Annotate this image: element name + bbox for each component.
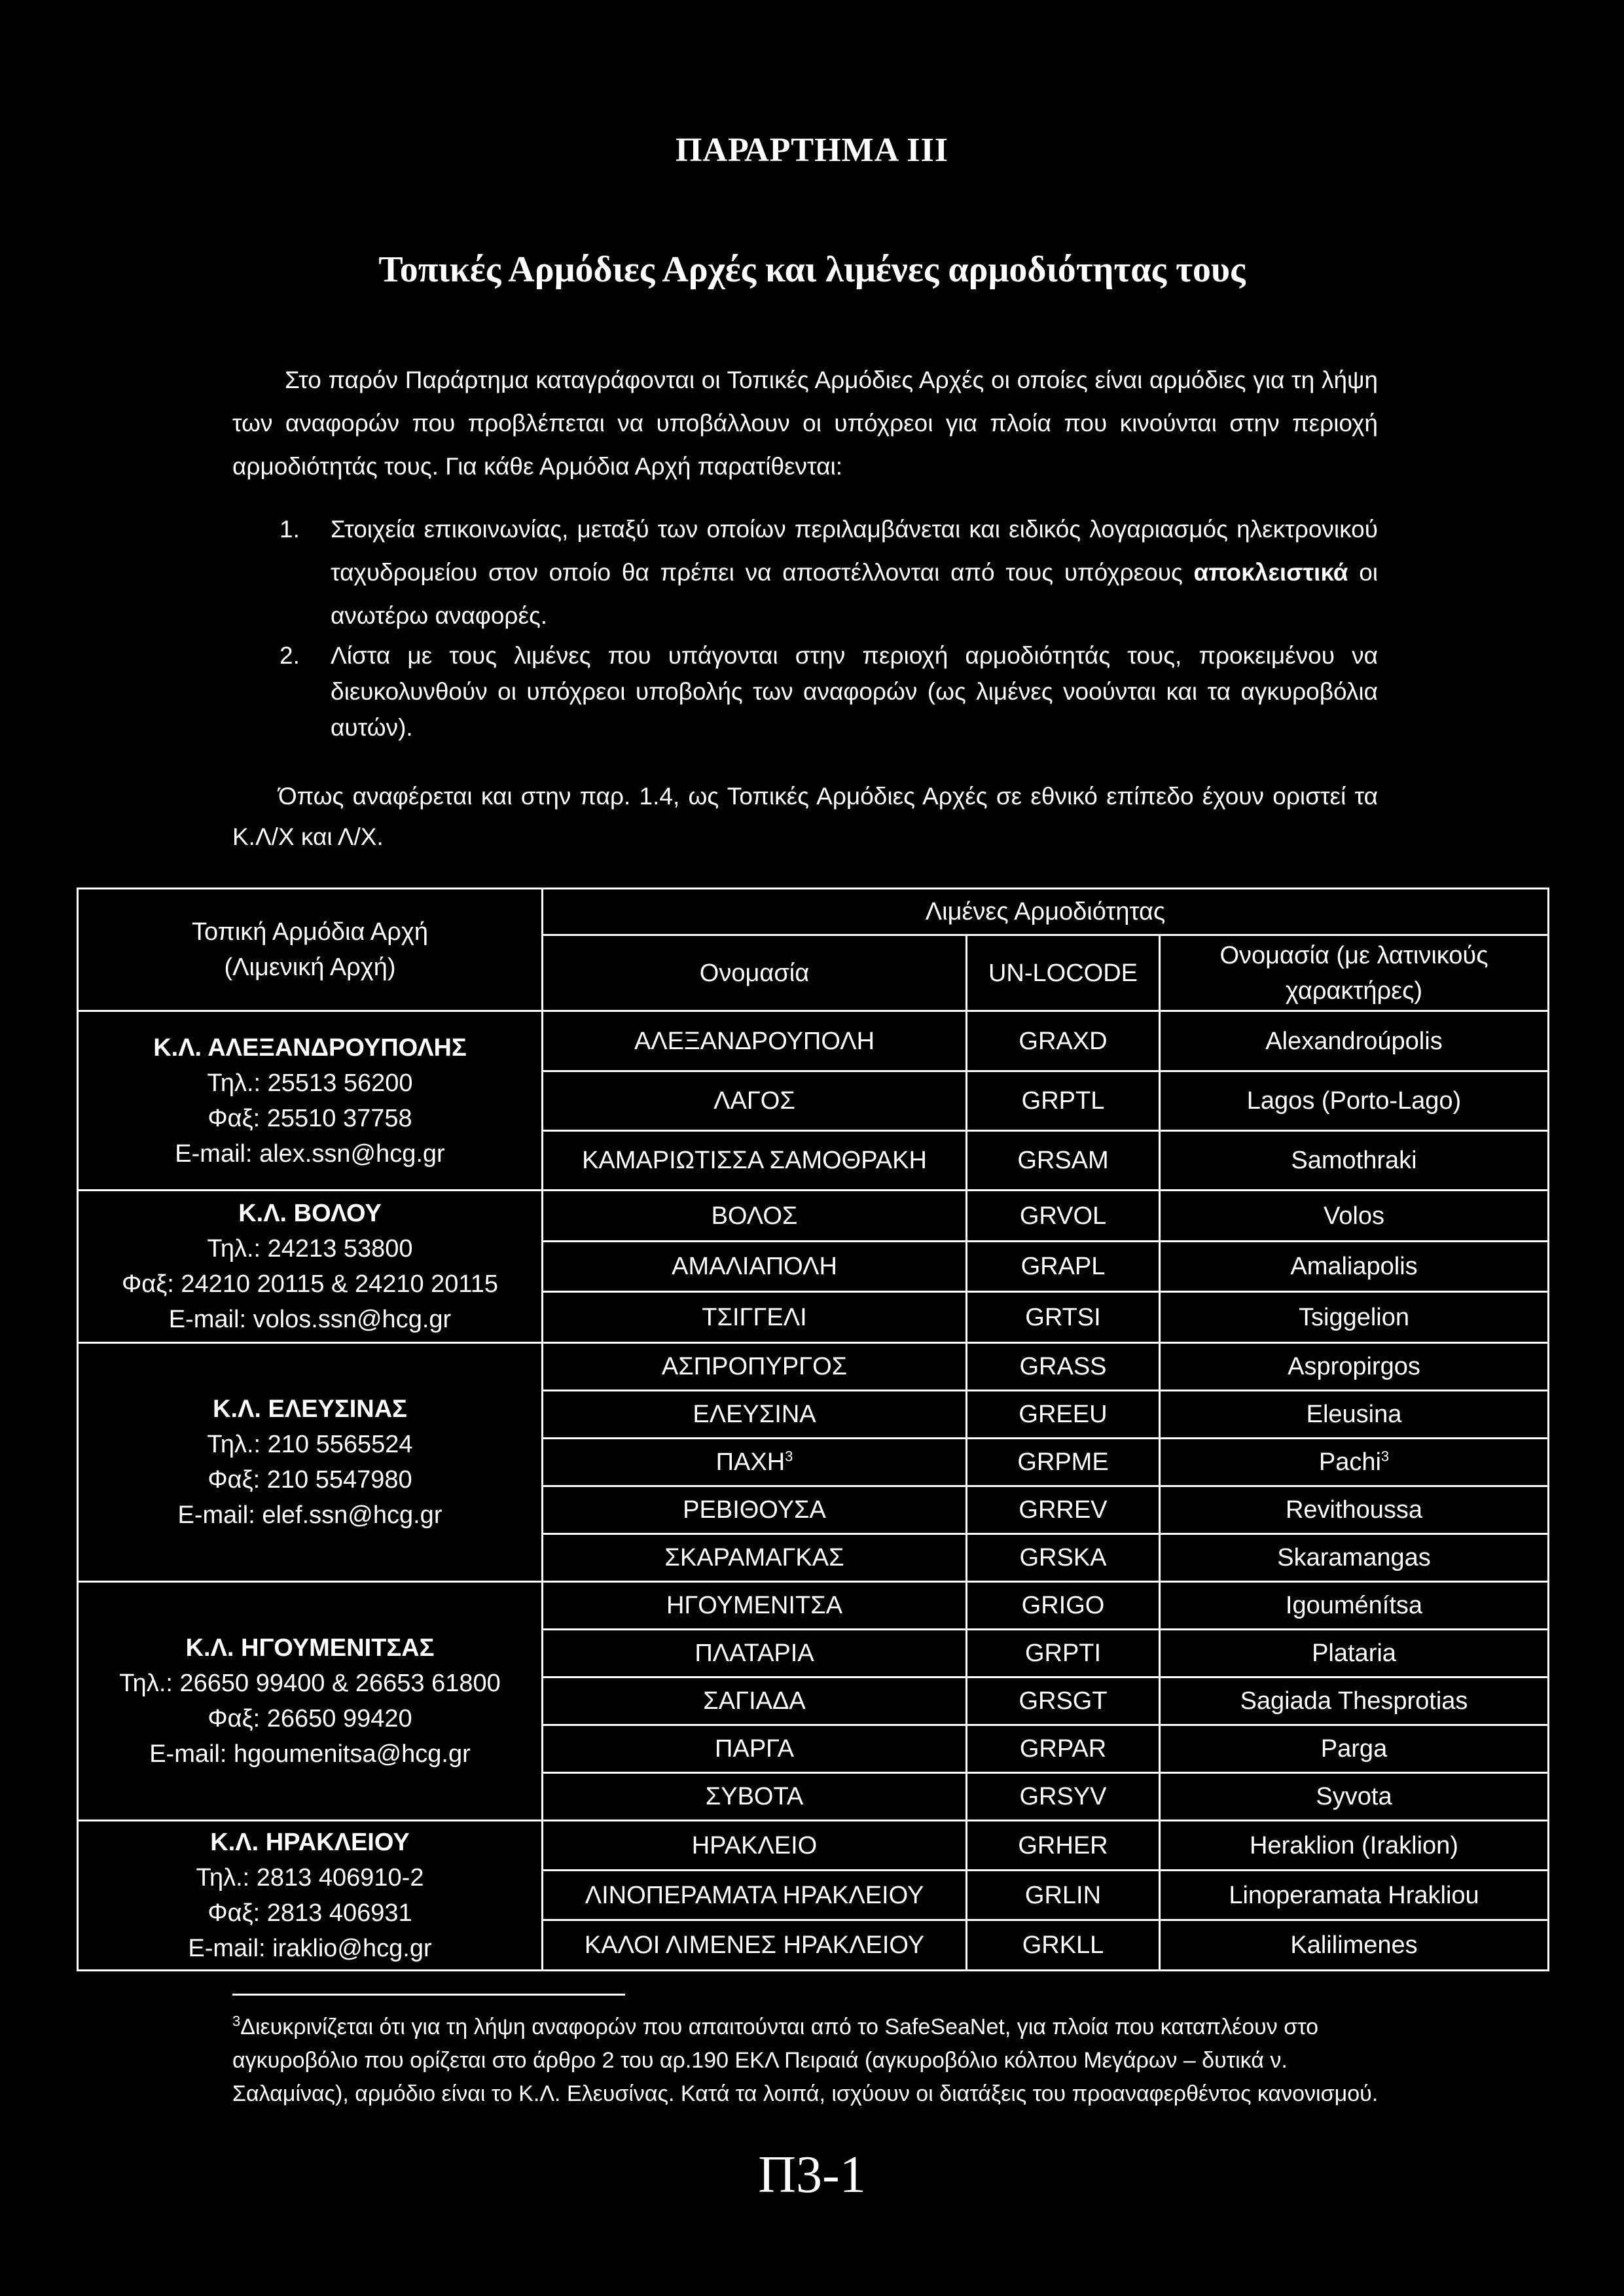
header-authority: Τοπική Αρμόδια Αρχή (Λιμενική Αρχή)	[78, 889, 543, 1011]
port-name: ΕΛΕΥΣΙΝΑ	[543, 1391, 967, 1439]
port-latin: Syvota	[1160, 1773, 1549, 1821]
port-locode: GRAXD	[967, 1011, 1160, 1071]
port-name: ΑΣΠΡΟΠΥΡΓΟΣ	[543, 1343, 967, 1391]
ports-table	[77, 888, 1549, 1971]
port-locode: GRSKA	[967, 1534, 1160, 1582]
authority-cell: Κ.Λ. ΒΟΛΟΥ Τηλ.: 24213 53800 Φαξ: 24210 20115 & 24210 20115 E-mail: volos.ssn@hcg.gr	[78, 1191, 543, 1343]
page-subtitle: Τοπικές Αρμόδιες Αρχές και λιμένες αρμοδιότητας τους	[378, 249, 1246, 290]
port-locode: GRPTI	[967, 1630, 1160, 1677]
port-latin: Revithoussa	[1160, 1486, 1549, 1534]
footnote-ref: 3	[1380, 1448, 1390, 1465]
header-locode: UN-LOCODE	[967, 935, 1160, 1011]
port-name: ΚΑΛΟΙ ΛΙΜΕΝΕΣ ΗΡΑΚΛΕΙΟΥ	[543, 1920, 967, 1971]
port-name: ΠΑΡΓΑ	[543, 1725, 967, 1773]
port-locode: GRPAR	[967, 1725, 1160, 1773]
table-row	[78, 1343, 1549, 1391]
port-name: ΣΑΓΙΑΔΑ	[543, 1677, 967, 1725]
port-latin: Plataria	[1160, 1630, 1549, 1677]
header-ports: Λιμένες Αρμοδιότητας	[543, 889, 1549, 935]
port-locode: GRREV	[967, 1486, 1160, 1534]
port-latin: Parga	[1160, 1725, 1549, 1773]
table-row	[78, 1191, 1549, 1242]
port-latin: Lagos (Porto-Lago)	[1160, 1071, 1549, 1131]
port-locode: GRSGT	[967, 1677, 1160, 1725]
port-latin: Igouménítsa	[1160, 1582, 1549, 1630]
footnote-text: Διευκρινίζεται ότι για τη λήψη αναφορών που απαιτούνται από το SafeSeaNet, για πλοία που καταπλέουν στο αγκυροβόλιο που ορίζεται στο άρθρο 2 του αρ.190 ΕΚΛ Πειραιά (αγκυροβόλιο κόλπου Μεγάρων – δυτικά ν. Σαλαμίνας), αρμόδιο είναι το Κ.Λ. Ελευσίνας. Κατά τα λοιπά, ισχύουν οι διατάξεις του προαναφερθέντος κανονισμού.	[232, 2015, 1379, 2106]
port-latin: Tsiggelion	[1160, 1292, 1549, 1343]
port-latin: Heraklion (Iraklion)	[1160, 1821, 1549, 1871]
port-locode: GRTSI	[967, 1292, 1160, 1343]
page-title: ΠΑΡΑΡΤΗΜΑ ΙΙΙ	[675, 132, 949, 169]
header-latin: Ονομασία (με λατινικούς χαρακτήρες)	[1160, 935, 1549, 1011]
table-row	[78, 1821, 1549, 1871]
port-latin: Sagiada Thesprotias	[1160, 1677, 1549, 1725]
port-locode: GRPME	[967, 1439, 1160, 1486]
port-name: ΛΑΓΟΣ	[543, 1071, 967, 1131]
port-locode: GRIGO	[967, 1582, 1160, 1630]
port-name: ΛΙΝΟΠΕΡΑΜΑΤΑ ΗΡΑΚΛΕΙΟΥ	[543, 1871, 967, 1920]
port-locode: GRKLL	[967, 1920, 1160, 1971]
port-latin: Eleusina	[1160, 1391, 1549, 1439]
port-latin: Samothraki	[1160, 1131, 1549, 1191]
list-item-text: Στοιχεία επικοινωνίας, μεταξύ των οποίων περιλαμβάνεται και ειδικός λογαριασμός ηλεκτρονικού ταχυδρομείου στον οποίο θα πρέπει να αποστέλλονται από τους υπόχρεους	[331, 516, 1378, 586]
port-locode: GRHER	[967, 1821, 1160, 1871]
list-item	[232, 637, 1378, 745]
port-latin: Kalilimenes	[1160, 1920, 1549, 1971]
closing-paragraph: Όπως αναφέρεται και στην παρ. 1.4, ως Τοπικές Αρμόδιες Αρχές σε εθνικό επίπεδο έχουν οριστεί τα Κ.Λ/Χ και Λ/Χ.	[232, 783, 1378, 850]
port-name: ΡΕΒΙΘΟΥΣΑ	[543, 1486, 967, 1534]
port-name: ΣΚΑΡΑΜΑΓΚΑΣ	[543, 1534, 967, 1582]
port-name: ΑΛΕΞΑΝΔΡΟΥΠΟΛΗ	[543, 1011, 967, 1071]
table-row	[78, 1011, 1549, 1071]
port-latin: Skaramangas	[1160, 1534, 1549, 1582]
header-name: Ονομασία	[543, 935, 967, 1011]
list-item-text: Λίστα με τους λιμένες που υπάγονται στην περιοχή αρμοδιότητάς τους, προκειμένου να διευκολυνθούν οι υπόχρεοι υποβολής των αναφορών (ως λιμένες νοούνται και τα αγκυροβόλια αυτών).	[331, 642, 1378, 741]
port-name: ΗΡΑΚΛΕΙΟ	[543, 1821, 967, 1871]
port-name: ΚΑΜΑΡΙΩΤΙΣΣΑ ΣΑΜΟΘΡΑΚΗ	[543, 1131, 967, 1191]
footnote-ref: 3	[785, 1448, 793, 1465]
port-name: ΠΛΑΤΑΡΙΑ	[543, 1630, 967, 1677]
port-name: ΗΓΟΥΜΕΝΙΤΣΑ	[543, 1582, 967, 1630]
port-latin: Aspropirgos	[1160, 1343, 1549, 1391]
port-locode: GRLIN	[967, 1871, 1160, 1920]
port-name: ΠΑΧΗ$^3$	[543, 1439, 967, 1486]
port-name: ΤΣΙΓΓΕΛΙ	[543, 1292, 967, 1343]
port-locode: GRASS	[967, 1343, 1160, 1391]
list-item-emphasis: αποκλειστικά	[1193, 559, 1348, 586]
port-locode: GRVOL	[967, 1191, 1160, 1242]
list-number: 1.	[280, 516, 300, 543]
port-locode: GRSYV	[967, 1773, 1160, 1821]
list-item	[232, 508, 1378, 637]
intro-paragraph: Στο παρόν Παράρτημα καταγράφονται οι Τοπικές Αρμόδιες Αρχές οι οποίες είναι αρμόδιες για τη λήψη των αναφορών που προβλέπεται να υποβάλλουν οι υπόχρεοι για πλοία που κινούνται στην περιοχή αρμοδιότητάς τους. Για κάθε Αρμόδια Αρχή παρατίθενται:	[232, 367, 1378, 480]
port-locode: GREEU	[967, 1391, 1160, 1439]
port-name: ΒΟΛΟΣ	[543, 1191, 967, 1242]
authority-cell: Κ.Λ. ΗΡΑΚΛΕΙΟΥ Τηλ.: 2813 406910-2 Φαξ: 2813 406931 E-mail: iraklio@hcg.gr	[78, 1821, 543, 1971]
port-latin: Pachi$^3$	[1160, 1439, 1549, 1486]
table-row	[78, 1582, 1549, 1630]
port-locode: GRAPL	[967, 1242, 1160, 1292]
footnote	[232, 2011, 1404, 2111]
page-number: Π3-1	[758, 2146, 866, 2204]
port-latin: Linoperamata Hrakliou	[1160, 1871, 1549, 1920]
port-name: ΑΜΑΛΙΑΠΟΛΗ	[543, 1242, 967, 1292]
port-latin: Alexandroúpolis	[1160, 1011, 1549, 1071]
footnote-marker: 3	[232, 2013, 241, 2030]
port-locode: GRPTL	[967, 1071, 1160, 1131]
list-number: 2.	[280, 642, 300, 669]
authority-cell: Κ.Λ. ΑΛΕΞΑΝΔΡΟΥΠΟΛΗΣ Τηλ.: 25513 56200 Φαξ: 25510 37758 E-mail: alex.ssn@hcg.gr	[78, 1011, 543, 1191]
port-name: ΣΥΒΟΤΑ	[543, 1773, 967, 1821]
port-locode: GRSAM	[967, 1131, 1160, 1191]
port-latin: Volos	[1160, 1191, 1549, 1242]
numbered-list	[232, 508, 1378, 745]
footnote-divider	[232, 1994, 625, 1996]
authority-cell: Κ.Λ. ΗΓΟΥΜΕΝΙΤΣΑΣ Τηλ.: 26650 99400 & 26653 61800 Φαξ: 26650 99420 E-mail: hgoumenitsa@hcg.gr	[78, 1582, 543, 1821]
authority-cell: Κ.Λ. ΕΛΕΥΣΙΝΑΣ Τηλ.: 210 5565524 Φαξ: 210 5547980 E-mail: elef.ssn@hcg.gr	[78, 1343, 543, 1582]
port-latin: Amaliapolis	[1160, 1242, 1549, 1292]
list-item-text-end: οι ανωτέρω αναφορές.	[331, 559, 1379, 629]
